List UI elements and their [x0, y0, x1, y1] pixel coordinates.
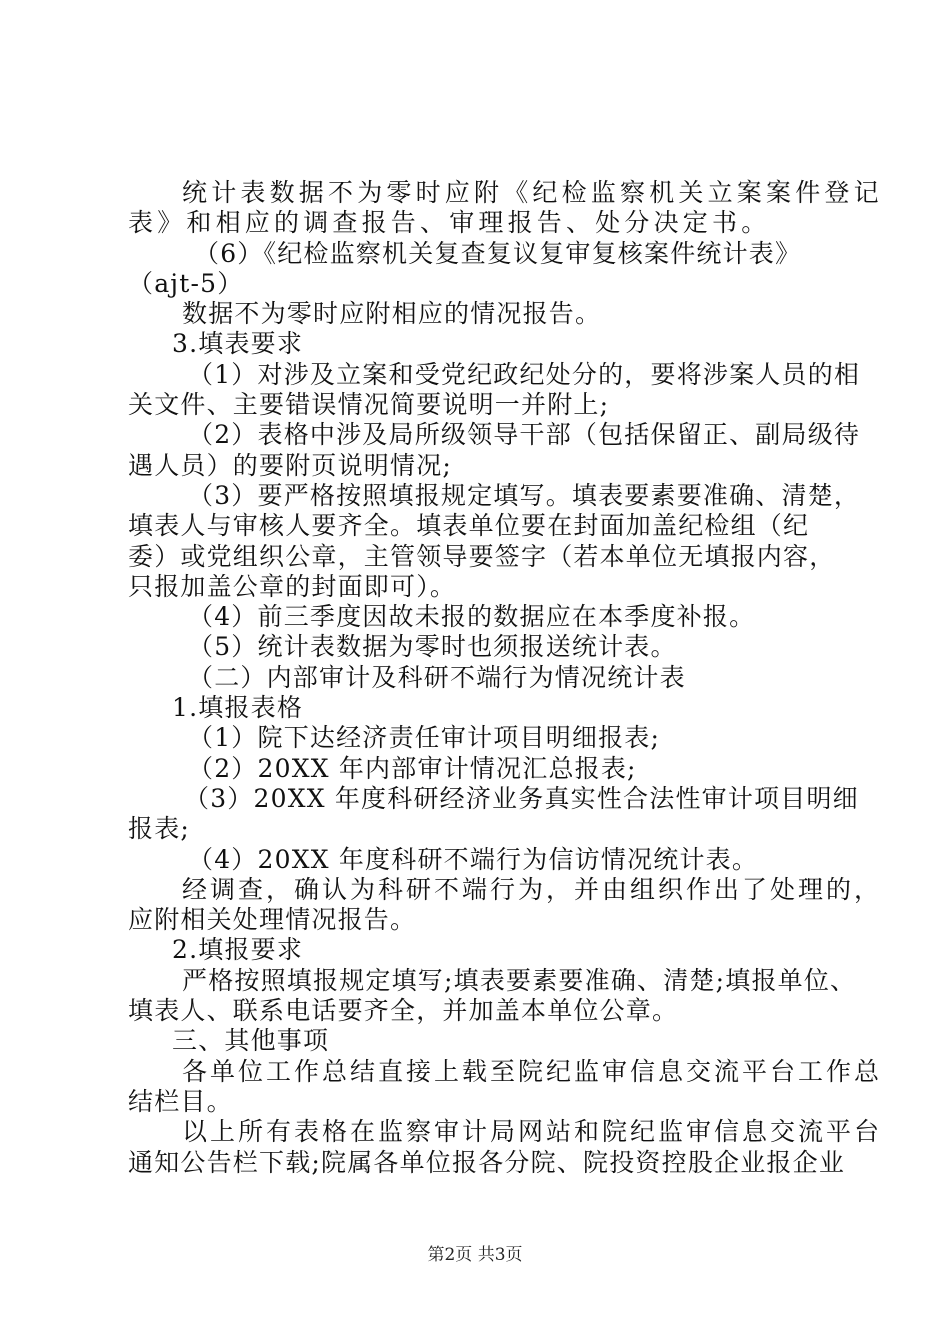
paragraph-line: 应附相关处理情况报告。 [128, 905, 417, 935]
paragraph-line: 关文件、主要错误情况简要说明一并附上; [128, 390, 610, 420]
paragraph-line: （6）《纪检监察机关复查复议复审复核案件统计表》 [194, 238, 802, 268]
paragraph-line: 以上所有表格在监察审计局网站和院纪监审信息交流平台 [182, 1117, 883, 1147]
paragraph-line: 统计表数据不为零时应附《纪检监察机关立案案件登记 [182, 178, 883, 207]
section-heading: 三、其他事项 [172, 1026, 330, 1056]
paragraph-line: （1）对涉及立案和受党纪政纪处分的，要将涉案人员的相 [188, 359, 861, 389]
paragraph-line: （5）统计表数据为零时也须报送统计表。 [188, 632, 677, 662]
page-number-footer: 第2页 共3页 [427, 1245, 523, 1265]
paragraph-line: 严格按照填报规定填写;填表要素要准确、清楚;填报单位、 [182, 965, 857, 995]
paragraph-line: （2）表格中涉及局所级领导干部（包括保留正、副局级待 [188, 420, 861, 450]
paragraph-line: （4）20XX 年度科研不端行为信访情况统计表。 [188, 844, 759, 874]
paragraph-line: （2）20XX 年内部审计情况汇总报表; [188, 753, 637, 783]
section-heading: 1.填报表格 [172, 693, 304, 723]
paragraph-line: 委）或党组织公章，主管领导要签字（若本单位无填报内容， [128, 541, 836, 571]
paragraph-line: 遇人员）的要附页说明情况; [128, 450, 453, 480]
document-body [128, 178, 883, 1178]
paragraph-line: 表》和相应的调查报告、审理报告、处分决定书。 [128, 208, 771, 238]
paragraph-line: （3）20XX 年度科研经济业务真实性合法性审计项目明细 [184, 783, 859, 813]
paragraph-line: 填表人、联系电话要齐全，并加盖本单位公章。 [128, 996, 679, 1026]
section-heading: 3.填表要求 [172, 329, 304, 359]
paragraph-line: （3）要严格按照填报规定填写。填表要素要准确、清楚， [188, 480, 861, 510]
paragraph-line: （4）前三季度因故未报的数据应在本季度补报。 [188, 602, 756, 632]
paragraph-line: （1）院下达经济责任审计项目明细报表; [188, 723, 661, 753]
paragraph-line: 经调查，确认为科研不端行为，并由组织作出了处理的， [182, 874, 883, 904]
paragraph-line: 通知公告栏下载;院属各单位报各分院、院投资控股企业报企业 [128, 1147, 846, 1177]
paragraph-line: 数据不为零时应附相应的情况报告。 [182, 299, 602, 329]
paragraph-line: 只报加盖公章的封面即可）。 [128, 571, 457, 601]
section-heading: 2.填报要求 [172, 935, 304, 965]
section-heading: （二）内部审计及科研不端行为情况统计表 [188, 662, 686, 692]
paragraph-line: 各单位工作总结直接上载至院纪监审信息交流平台工作总 [182, 1056, 883, 1086]
paragraph-line: 报表; [128, 814, 191, 844]
paragraph-line: 填表人与审核人要齐全。填表单位要在封面加盖纪检组（纪 [128, 511, 810, 541]
paragraph-line: （ajt-5） [128, 268, 244, 298]
paragraph-line: 结栏目。 [128, 1086, 233, 1116]
